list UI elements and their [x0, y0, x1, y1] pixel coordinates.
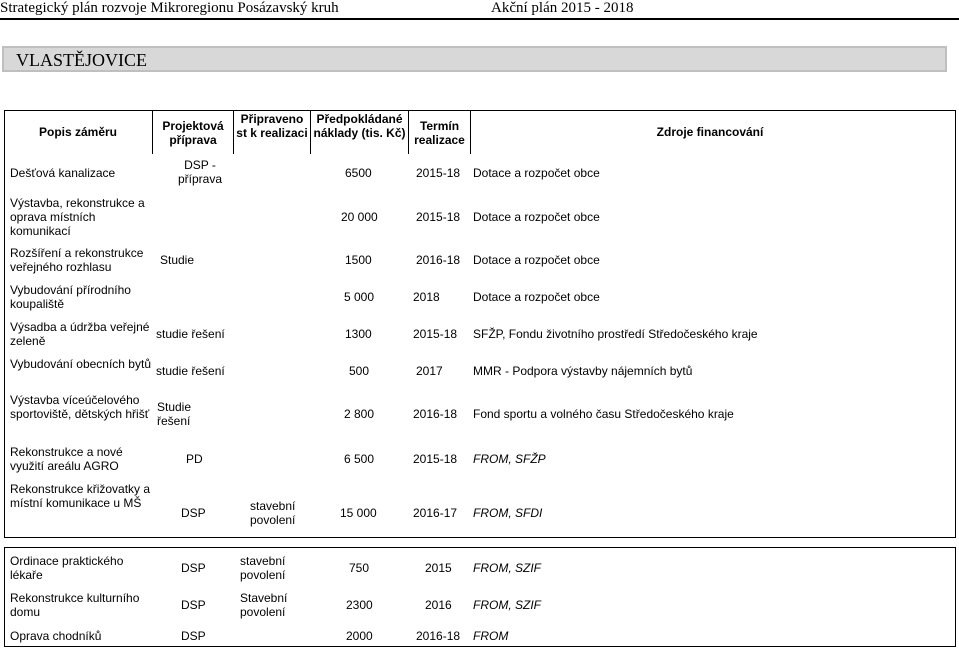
row-zdroje: FROM, SFDI: [473, 506, 543, 520]
row-popis: Rekonstrukce kulturního domu: [10, 591, 140, 619]
row-termin: 2018: [413, 290, 440, 304]
row-popis: Rekonstrukce křižovatky a místní komunikace u MŠ: [10, 482, 151, 510]
column-header-naklady: Předpokládané náklady (tis. Kč): [313, 112, 406, 140]
row-termin: 2016-18: [416, 253, 461, 267]
row-naklady: 500: [349, 364, 370, 378]
row-popis: Výstavba, rekonstrukce a oprava místních komunikací: [10, 196, 145, 238]
row-popis: Vybudování obecních bytů: [10, 357, 151, 371]
row-popis: Vybudování přírodního koupaliště: [10, 283, 131, 311]
row-zdroje: Dotace a rozpočet obce: [473, 253, 600, 267]
row-popis: Rozšíření a rekonstrukce veřejného rozhlasu: [10, 246, 144, 274]
row-termin: 2016-17: [413, 506, 458, 520]
column-header-popis: Popis záměru: [38, 125, 118, 139]
row-pripraveno: Stavební povolení: [240, 591, 288, 619]
row-projektova: studie řešení: [156, 364, 225, 378]
row-popis: Dešťová kanalizace: [10, 166, 116, 180]
row-naklady: 2000: [346, 629, 373, 643]
row-naklady: 750: [349, 561, 370, 575]
row-popis: Rekonstrukce a nové využití areálu AGRO: [10, 445, 123, 473]
row-naklady: 20 000: [341, 210, 378, 224]
row-termin: 2016-18: [413, 407, 458, 421]
row-termin: 2015-18: [413, 327, 458, 341]
header-divider: [0, 18, 959, 20]
row-naklady: 6 500: [344, 452, 375, 466]
row-naklady: 2300: [346, 598, 373, 612]
column-header-termin: Termín realizace: [414, 119, 465, 147]
row-projektova: DSP: [181, 506, 206, 520]
row-projektova: DSP: [181, 561, 206, 575]
row-popis: Oprava chodníků: [10, 629, 102, 643]
row-termin: 2015-18: [416, 210, 461, 224]
row-zdroje: Dotace a rozpočet obce: [473, 210, 600, 224]
column-header-projektova: Projektová příprava: [162, 119, 224, 147]
row-zdroje: FROM, SFŽP: [473, 452, 546, 466]
row-zdroje: SFŽP, Fondu životního prostředí Středočeského kraje: [473, 327, 758, 341]
row-popis: Výsadba a údržba veřejné zeleně: [10, 320, 150, 348]
header-right-title: Akční plán 2015 - 2018: [491, 0, 634, 16]
column-header-zdroje: Zdroje financování: [656, 125, 764, 139]
row-projektova: studie řešení: [156, 327, 225, 341]
row-naklady: 1300: [345, 327, 372, 341]
row-termin: 2015-18: [413, 452, 458, 466]
row-popis: Ordinace praktického lékaře: [10, 554, 124, 582]
row-zdroje: Dotace a rozpočet obce: [473, 290, 600, 304]
row-projektova: Studie: [160, 253, 195, 267]
row-termin: 2017: [416, 364, 443, 378]
row-termin: 2016: [425, 598, 452, 612]
row-popis: Výstavba víceúčelového sportoviště, dětských hřišť: [10, 393, 150, 421]
row-zdroje: FROM: [473, 629, 509, 643]
row-zdroje: Dotace a rozpočet obce: [473, 166, 600, 180]
row-pripraveno: stavební povolení: [240, 554, 286, 582]
column-header-pripraveno: Připraveno st k realizaci: [236, 112, 308, 140]
row-zdroje: Fond sportu a volného času Středočeského kraje: [473, 407, 734, 421]
row-zdroje: FROM, SZIF: [473, 598, 541, 612]
row-zdroje: FROM, SZIF: [473, 561, 541, 575]
row-projektova: PD: [186, 452, 203, 466]
row-naklady: 6500: [345, 166, 372, 180]
row-projektova: DSP: [181, 629, 206, 643]
row-termin: 2016-18: [416, 629, 461, 643]
header-left-title: Strategický plán rozvoje Mikroregionu Posázavský kruh: [0, 0, 339, 16]
row-projektova: Studie řešení: [157, 400, 192, 428]
row-zdroje: MMR - Podpora výstavby nájemních bytů: [473, 364, 693, 378]
row-projektova: DSP - příprava: [177, 158, 223, 186]
row-naklady: 15 000: [340, 506, 377, 520]
row-pripraveno: stavební povolení: [250, 499, 296, 527]
row-naklady: 2 800: [344, 407, 375, 421]
row-termin: 2015-18: [416, 166, 461, 180]
row-naklady: 1500: [345, 253, 372, 267]
section-title: VLASTĚJOVICE: [16, 50, 147, 70]
row-termin: 2015: [425, 561, 452, 575]
row-projektova: DSP: [181, 598, 206, 612]
row-naklady: 5 000: [344, 290, 375, 304]
